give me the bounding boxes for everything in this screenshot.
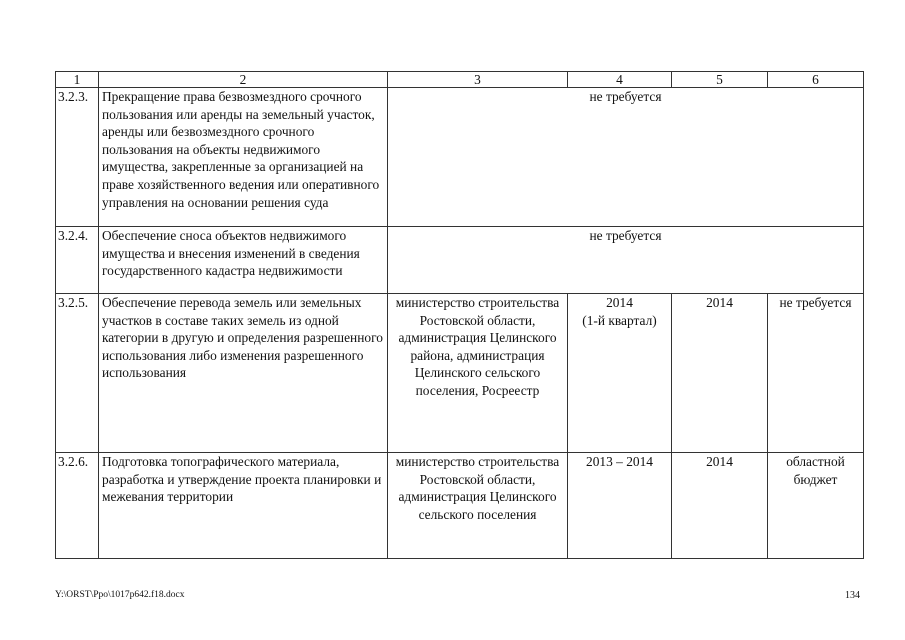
- start-date-cell: [568, 294, 672, 453]
- footer-file-path: Y:\ORST\Ppo\1017p642.f18.docx: [55, 590, 185, 600]
- funding-cell: областной бюджет: [768, 453, 864, 559]
- column-number-6: 6: [768, 72, 864, 88]
- table-row: [56, 453, 864, 559]
- column-number-1: 1: [56, 72, 99, 88]
- item-number: 3.2.4.: [56, 227, 99, 294]
- merged-note-cell: не требуется: [388, 88, 864, 227]
- item-number: 3.2.3.: [56, 88, 99, 227]
- footer-page-number: 134: [845, 590, 860, 601]
- start-quarter-note: (1-й квартал): [582, 312, 657, 328]
- column-number-2: 2: [99, 72, 388, 88]
- item-description: Обеспечение перевода земель или земельных участков в составе таких земель из одной категории в другую и определения разрешенного использования либо изменения разрешенного использования: [99, 294, 388, 453]
- table-row: [56, 88, 864, 227]
- item-number: 3.2.5.: [56, 294, 99, 453]
- item-description: Подготовка топографического материала, разработка и утверждение проекта планировки и межевания территории: [99, 453, 388, 559]
- end-date-cell: 2014: [672, 294, 768, 453]
- end-date-cell: 2014: [672, 453, 768, 559]
- start-year: 2014: [606, 295, 633, 310]
- item-description: Обеспечение сноса объектов недвижимого имущества и внесения изменений в сведения государственного кадастра недвижимости: [99, 227, 388, 294]
- table-row: [56, 294, 864, 453]
- table-row: [56, 227, 864, 294]
- executor-cell: министерство строительства Ростовской области, администрация Целинского района, администрация Целинского сельского поселения, Росреестр: [388, 294, 568, 453]
- column-number-5: 5: [672, 72, 768, 88]
- funding-cell: не требуется: [768, 294, 864, 453]
- column-number-4: 4: [568, 72, 672, 88]
- merged-note-cell: не требуется: [388, 227, 864, 294]
- column-number-row: [56, 72, 864, 88]
- executor-cell: министерство строительства Ростовской области, администрация Целинского сельского поселения: [388, 453, 568, 559]
- column-number-3: 3: [388, 72, 568, 88]
- program-table: [55, 71, 864, 559]
- item-number: 3.2.6.: [56, 453, 99, 559]
- item-description: Прекращение права безвозмездного срочного пользования или аренды на земельный участок, аренды или безвозмездного срочного пользования на объекты недвижимого имущества, закрепленные за организацией на праве хозяйственного ведения или оперативного управления на основании решения суда: [99, 88, 388, 227]
- start-date-cell: 2013 – 2014: [568, 453, 672, 559]
